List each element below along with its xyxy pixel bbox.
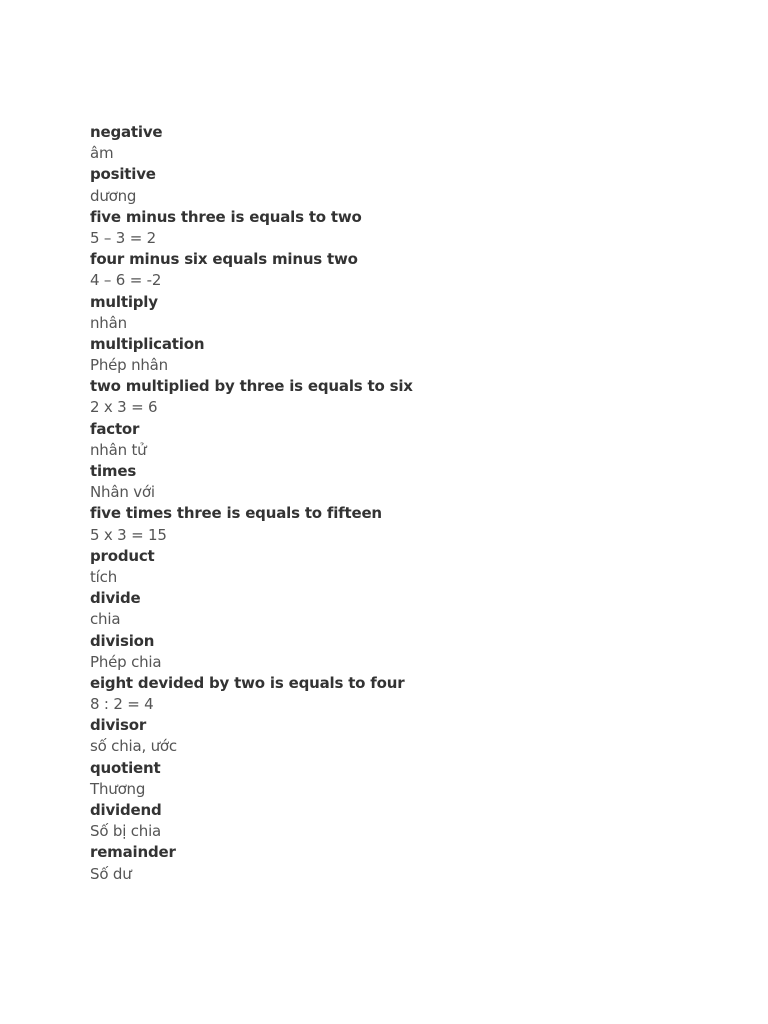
- meaning: tích: [90, 567, 118, 586]
- vocab-entry-subtraction-example-2: [90, 249, 730, 291]
- meaning: nhân: [90, 313, 127, 332]
- meaning: số chia, ước: [90, 737, 177, 756]
- term: multiply: [90, 292, 158, 311]
- vocab-entry-multiplication: [90, 334, 730, 376]
- vocabulary-list: [90, 122, 730, 885]
- term: remainder: [90, 843, 176, 862]
- meaning: Số dư: [90, 864, 132, 883]
- meaning: chia: [90, 610, 121, 629]
- term: positive: [90, 165, 156, 184]
- term: quotient: [90, 758, 161, 777]
- vocab-entry-negative: [90, 122, 730, 164]
- vocab-entry-positive: [90, 164, 730, 206]
- term: eight devided by two is equals to four: [90, 673, 405, 692]
- vocab-entry-times: [90, 461, 730, 503]
- meaning: 8 : 2 = 4: [90, 695, 154, 714]
- vocab-entry-remainder: [90, 842, 730, 884]
- term: negative: [90, 123, 163, 141]
- term: five times three is equals to fifteen: [90, 504, 382, 523]
- meaning: 4 – 6 = -2: [90, 271, 162, 290]
- term: dividend: [90, 801, 162, 819]
- meaning: âm: [90, 144, 114, 163]
- term: two multiplied by three is equals to six: [90, 377, 413, 396]
- vocab-entry-division-example: [90, 673, 730, 715]
- vocab-entry-multiplication-example-2: [90, 503, 730, 545]
- term: factor: [90, 419, 140, 438]
- meaning: Phép chia: [90, 652, 162, 671]
- term: four minus six equals minus two: [90, 250, 358, 269]
- term: divide: [90, 589, 141, 608]
- term: divisor: [90, 716, 147, 735]
- meaning: Nhân với: [90, 483, 155, 502]
- vocab-entry-quotient: [90, 758, 730, 800]
- vocab-entry-factor: [90, 419, 730, 461]
- meaning: 2 x 3 = 6: [90, 398, 158, 417]
- vocab-entry-divide: [90, 588, 730, 630]
- vocab-entry-subtraction-example-1: [90, 207, 730, 249]
- vocab-entry-divisor: [90, 715, 730, 757]
- vocab-entry-multiply: [90, 292, 730, 334]
- meaning: Số bị chia: [90, 822, 162, 841]
- term: product: [90, 546, 155, 565]
- vocab-entry-product: [90, 546, 730, 588]
- meaning: 5 – 3 = 2: [90, 228, 156, 247]
- meaning: 5 x 3 = 15: [90, 525, 167, 544]
- meaning: Phép nhân: [90, 356, 168, 375]
- vocab-entry-multiplication-example-1: [90, 376, 730, 418]
- meaning: Thương: [90, 779, 146, 798]
- term: five minus three is equals to two: [90, 207, 362, 226]
- meaning: nhân tử: [90, 440, 147, 459]
- meaning: dương: [90, 186, 137, 205]
- term: division: [90, 631, 155, 650]
- vocab-entry-division: [90, 631, 730, 673]
- term: multiplication: [90, 334, 205, 353]
- vocab-entry-dividend: [90, 800, 730, 842]
- term: times: [90, 462, 137, 480]
